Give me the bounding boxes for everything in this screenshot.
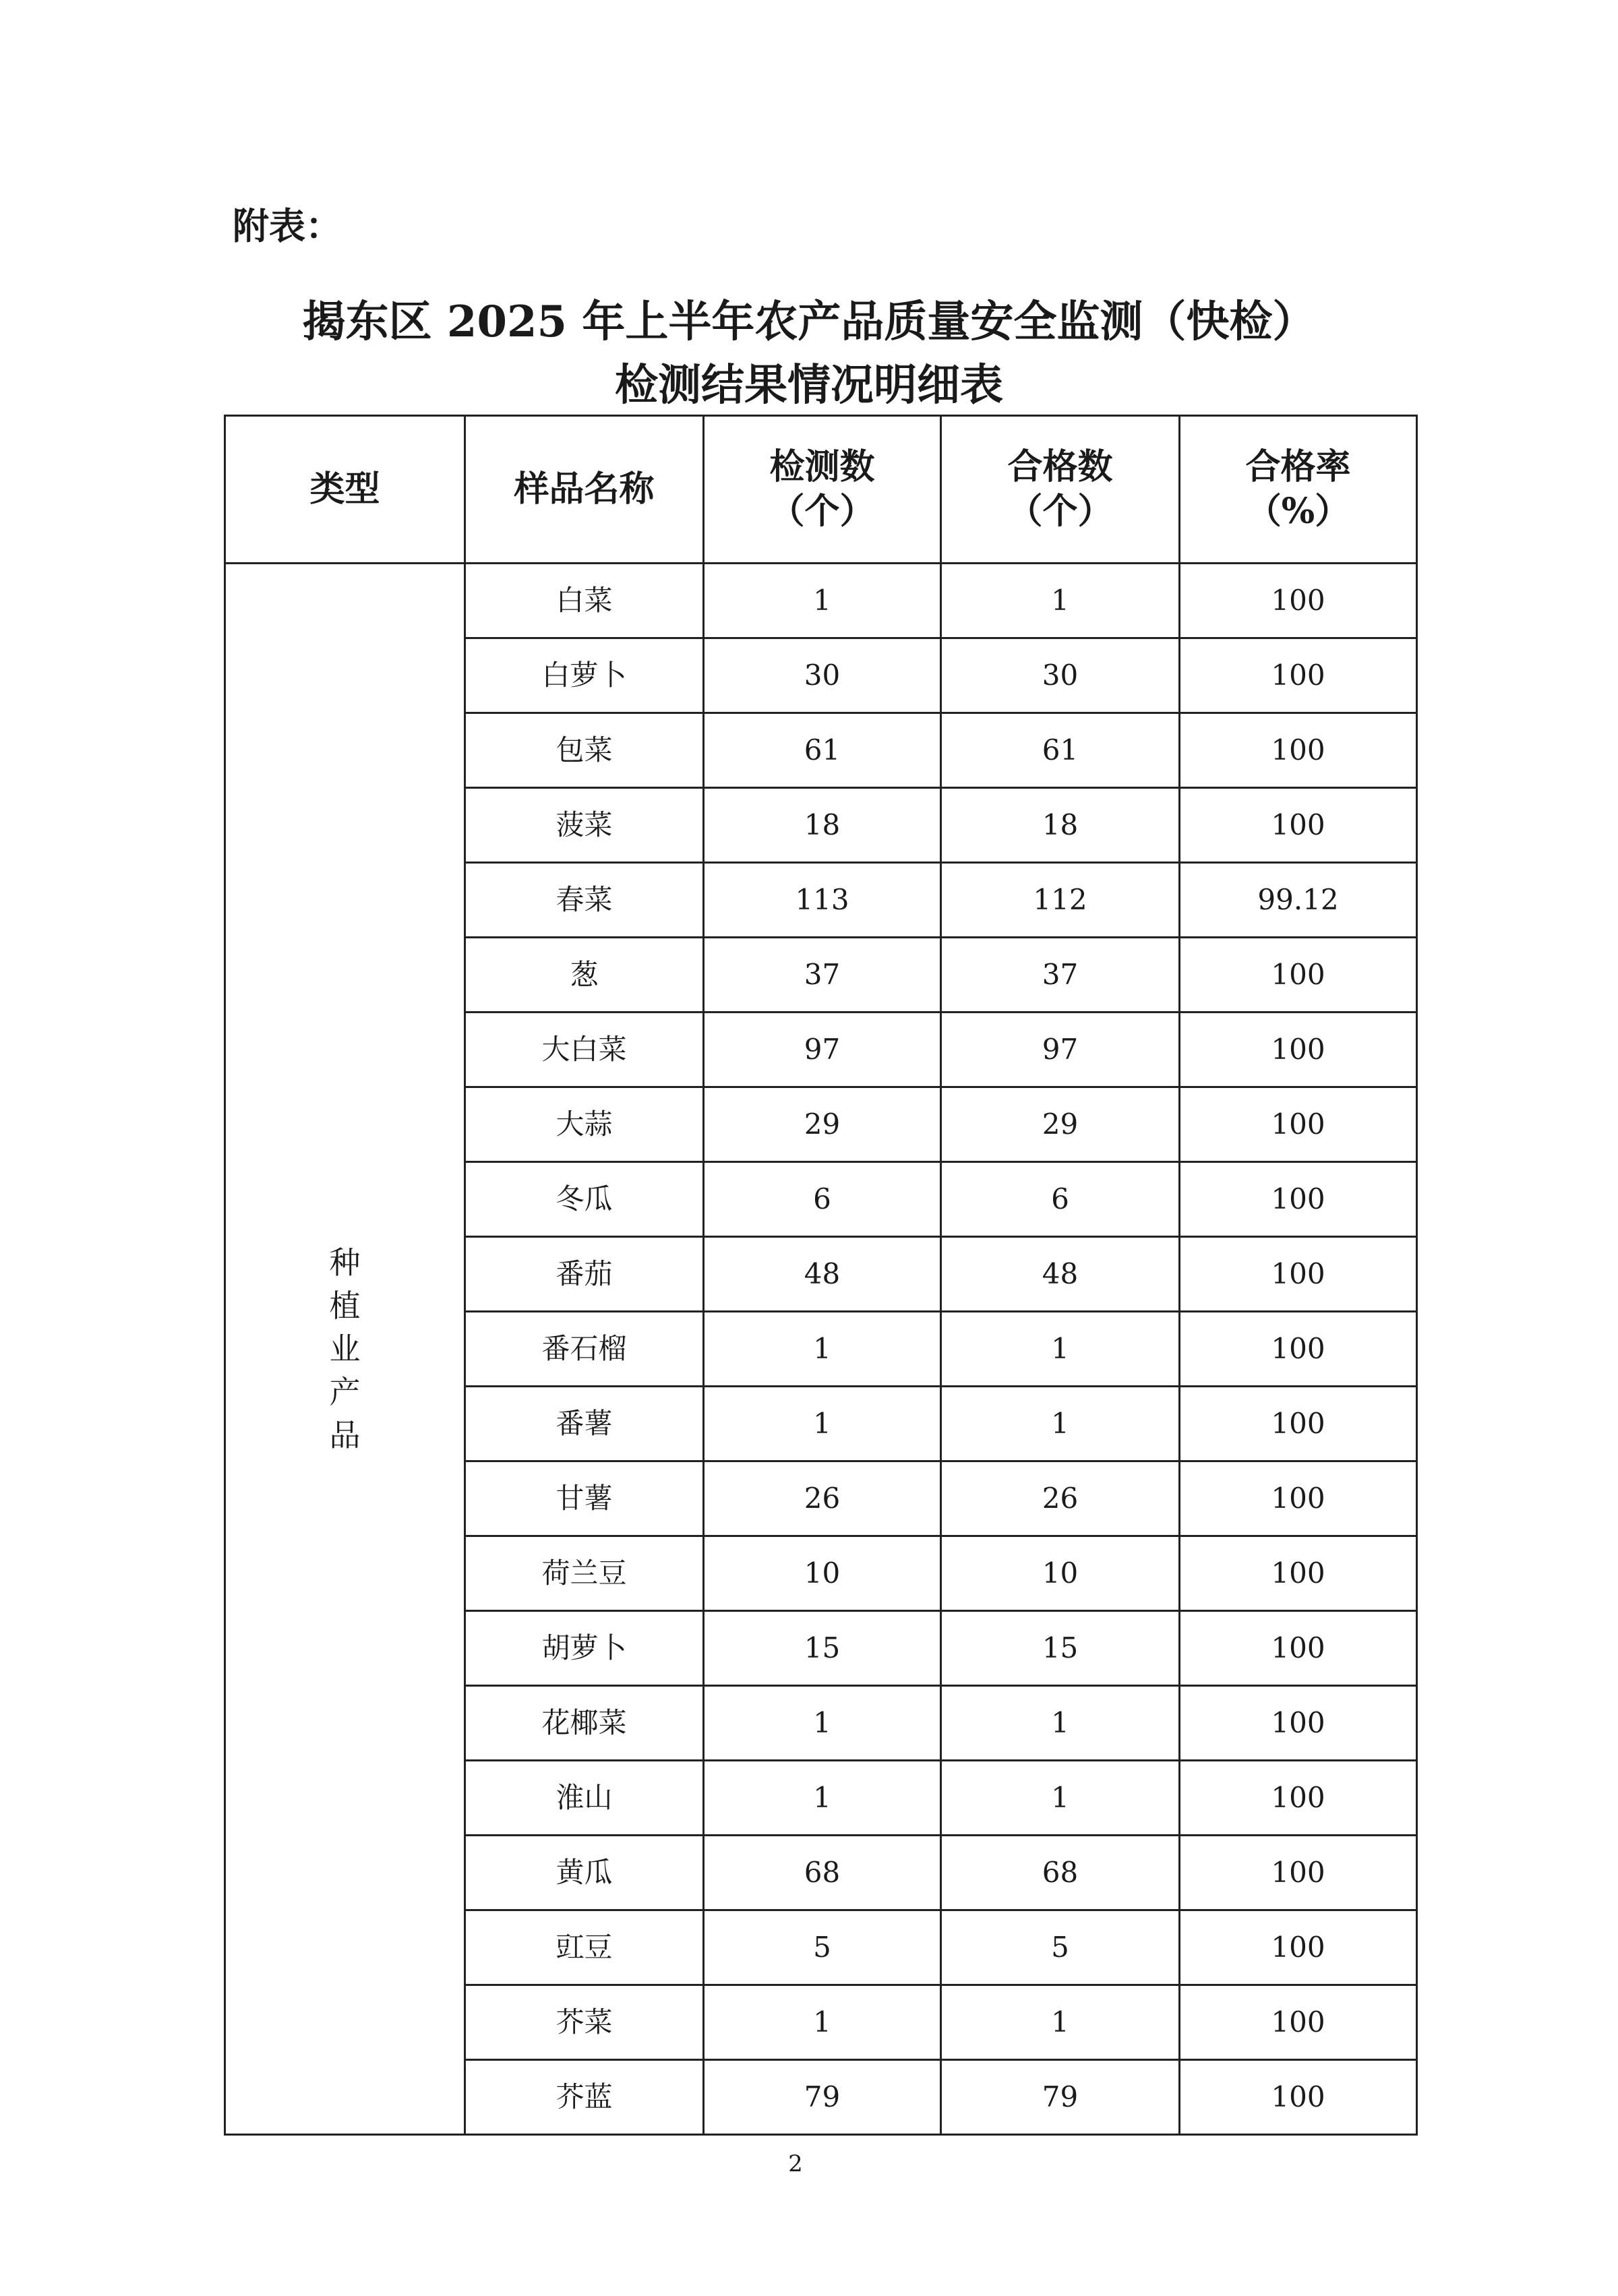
tested-count-cell: 6	[704, 1162, 941, 1237]
pass-rate-cell: 100	[1180, 1611, 1417, 1686]
tested-count-cell: 37	[704, 938, 941, 1013]
sample-name-cell: 白菜	[465, 564, 704, 638]
sample-name-cell: 荷兰豆	[465, 1536, 704, 1611]
pass-rate-cell: 100	[1180, 1686, 1417, 1761]
sample-name-cell: 大白菜	[465, 1013, 704, 1087]
pass-rate-cell: 100	[1180, 1087, 1417, 1162]
passed-count-cell: 10	[941, 1536, 1180, 1611]
attachment-label: 附表：	[233, 204, 342, 247]
passed-count-cell: 5	[941, 1910, 1180, 1985]
passed-count-cell: 30	[941, 638, 1180, 713]
pass-rate-cell: 100	[1180, 1387, 1417, 1461]
pass-rate-cell: 100	[1180, 1162, 1417, 1237]
tested-count-cell: 30	[704, 638, 941, 713]
tested-count-cell: 68	[704, 1836, 941, 1910]
header-pass-rate-label: 合格率	[1245, 446, 1351, 487]
pass-rate-cell: 100	[1180, 1985, 1417, 2060]
table-row	[225, 564, 1417, 638]
header-passed-count	[941, 416, 1180, 564]
sample-name-cell: 黄瓜	[465, 1836, 704, 1910]
header-tested-count-unit: （个）	[769, 491, 875, 532]
sample-name-cell: 芥蓝	[465, 2060, 704, 2135]
document-title-line-2: 检测结果情况明细表	[615, 360, 1003, 411]
passed-count-cell: 1	[941, 1761, 1180, 1836]
sample-name-cell: 番石榴	[465, 1312, 704, 1387]
tested-count-cell: 26	[704, 1461, 941, 1536]
tested-count-cell: 1	[704, 564, 941, 638]
table-body	[225, 564, 1417, 2135]
header-tested-count	[704, 416, 941, 564]
tested-count-cell: 1	[704, 1312, 941, 1387]
pass-rate-cell: 100	[1180, 1836, 1417, 1910]
pass-rate-cell: 100	[1180, 1910, 1417, 1985]
passed-count-cell: 15	[941, 1611, 1180, 1686]
passed-count-cell: 1	[941, 1985, 1180, 2060]
header-tested-count-label: 检测数	[769, 446, 875, 487]
pass-rate-cell: 100	[1180, 1461, 1417, 1536]
tested-count-cell: 1	[704, 1387, 941, 1461]
sample-name-cell: 冬瓜	[465, 1162, 704, 1237]
pass-rate-cell: 100	[1180, 1312, 1417, 1387]
pass-rate-cell: 100	[1180, 1013, 1417, 1087]
tested-count-cell: 1	[704, 1985, 941, 2060]
pass-rate-cell: 100	[1180, 938, 1417, 1013]
sample-name-cell: 白萝卜	[465, 638, 704, 713]
passed-count-cell: 1	[941, 1312, 1180, 1387]
sample-name-cell: 豇豆	[465, 1910, 704, 1985]
header-type	[225, 416, 465, 564]
pass-rate-cell: 100	[1180, 564, 1417, 638]
tested-count-cell: 1	[704, 1761, 941, 1836]
sample-name-cell: 芥菜	[465, 1985, 704, 2060]
header-type-label: 类型	[309, 469, 380, 510]
tested-count-cell: 29	[704, 1087, 941, 1162]
pass-rate-cell: 100	[1180, 2060, 1417, 2135]
sample-name-cell: 大蒜	[465, 1087, 704, 1162]
pass-rate-cell: 100	[1180, 638, 1417, 713]
passed-count-cell: 29	[941, 1087, 1180, 1162]
sample-name-cell: 番茄	[465, 1237, 704, 1312]
category-cell	[225, 564, 465, 2135]
pass-rate-cell: 99.12	[1180, 863, 1417, 938]
header-pass-rate-unit: （%）	[1246, 491, 1350, 532]
tested-count-cell: 61	[704, 713, 941, 788]
sample-name-cell: 番薯	[465, 1387, 704, 1461]
sample-name-cell: 淮山	[465, 1761, 704, 1836]
passed-count-cell: 68	[941, 1836, 1180, 1910]
passed-count-cell: 1	[941, 1387, 1180, 1461]
sample-name-cell: 春菜	[465, 863, 704, 938]
tested-count-cell: 113	[704, 863, 941, 938]
header-row	[225, 416, 1417, 564]
passed-count-cell: 112	[941, 863, 1180, 938]
passed-count-cell: 97	[941, 1013, 1180, 1087]
passed-count-cell: 61	[941, 713, 1180, 788]
sample-name-cell: 花椰菜	[465, 1686, 704, 1761]
header-passed-count-unit: （个）	[1007, 491, 1113, 532]
tested-count-cell: 10	[704, 1536, 941, 1611]
tested-count-cell: 79	[704, 2060, 941, 2135]
tested-count-cell: 1	[704, 1686, 941, 1761]
table-header	[225, 416, 1417, 564]
tested-count-cell: 18	[704, 788, 941, 863]
header-sample-name-label: 样品名称	[514, 469, 655, 510]
passed-count-cell: 37	[941, 938, 1180, 1013]
results-table	[224, 415, 1418, 2136]
header-passed-count-label: 合格数	[1007, 446, 1113, 487]
passed-count-cell: 79	[941, 2060, 1180, 2135]
pass-rate-cell: 100	[1180, 788, 1417, 863]
category-label: 种植业产品	[329, 1244, 361, 1453]
tested-count-cell: 97	[704, 1013, 941, 1087]
pass-rate-cell: 100	[1180, 713, 1417, 788]
document-title-line-1: 揭东区 2025 年上半年农产品质量安全监测（快检）	[302, 297, 1316, 347]
passed-count-cell: 1	[941, 1686, 1180, 1761]
passed-count-cell: 1	[941, 564, 1180, 638]
sample-name-cell: 甘薯	[465, 1461, 704, 1536]
header-pass-rate	[1180, 416, 1417, 564]
tested-count-cell: 15	[704, 1611, 941, 1686]
sample-name-cell: 包菜	[465, 713, 704, 788]
sample-name-cell: 葱	[465, 938, 704, 1013]
passed-count-cell: 6	[941, 1162, 1180, 1237]
header-sample-name	[465, 416, 704, 564]
pass-rate-cell: 100	[1180, 1237, 1417, 1312]
sample-name-cell: 菠菜	[465, 788, 704, 863]
passed-count-cell: 18	[941, 788, 1180, 863]
tested-count-cell: 48	[704, 1237, 941, 1312]
pass-rate-cell: 100	[1180, 1536, 1417, 1611]
passed-count-cell: 26	[941, 1461, 1180, 1536]
page-number: 2	[788, 2150, 803, 2177]
passed-count-cell: 48	[941, 1237, 1180, 1312]
sample-name-cell: 胡萝卜	[465, 1611, 704, 1686]
tested-count-cell: 5	[704, 1910, 941, 1985]
pass-rate-cell: 100	[1180, 1761, 1417, 1836]
